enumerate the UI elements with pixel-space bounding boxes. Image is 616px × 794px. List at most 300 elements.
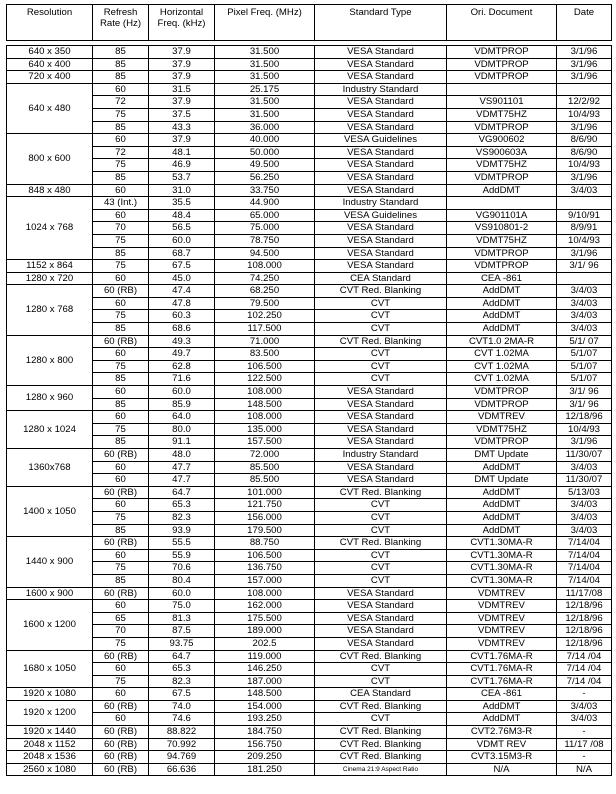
standard-type-cell: CVT [315,323,447,336]
horizontal-freq-cell: 47.4 [149,285,215,298]
refresh-rate-cell: 60 (RB) [93,537,149,550]
standard-type-cell: CVT Red. Blanking [315,650,447,663]
ori-document-cell: CVT1.30MA-R [447,549,557,562]
table-row [7,323,612,336]
refresh-rate-cell: 75 [93,675,149,688]
refresh-rate-cell: 70 [93,222,149,235]
standard-type-cell: CVT Red. Blanking [315,726,447,739]
standard-type-cell: VESA Standard [315,146,447,159]
standard-type-cell: CVT [315,524,447,537]
pixel-freq-cell: 106.500 [215,549,315,562]
horizontal-freq-cell: 94.769 [149,751,215,764]
horizontal-freq-cell: 45.0 [149,272,215,285]
date-cell: 3/1/96 [557,71,612,84]
pixel-freq-cell: 175.500 [215,612,315,625]
pixel-freq-cell: 108.000 [215,260,315,273]
pixel-freq-cell: 65.000 [215,209,315,222]
ori-document-cell: VDMTPROP [447,386,557,399]
table-row [7,537,612,550]
horizontal-freq-cell: 48.4 [149,209,215,222]
ori-document-cell: CEA -861 [447,272,557,285]
date-cell: 3/4/03 [557,323,612,336]
ori-document-cell: AddDMT [447,700,557,713]
ori-document-cell: AddDMT [447,310,557,323]
pixel-freq-cell: 79.500 [215,297,315,310]
date-cell: 5/13/03 [557,486,612,499]
standard-type-cell: VESA Standard [315,260,447,273]
standard-type-cell: CVT [315,297,447,310]
table-row [7,499,612,512]
refresh-rate-cell: 60 [93,83,149,96]
ori-document-cell: AddDMT [447,499,557,512]
horizontal-freq-cell: 55.9 [149,549,215,562]
table-row [7,83,612,96]
ori-document-cell: CVT1.0 2MA-R [447,335,557,348]
date-cell: 3/1/96 [557,121,612,134]
table-row [7,436,612,449]
horizontal-freq-cell: 48.1 [149,146,215,159]
horizontal-freq-cell: 31.0 [149,184,215,197]
date-cell: 12/18/96 [557,612,612,625]
refresh-rate-cell: 60 (RB) [93,751,149,764]
resolution-cell: 1280 x 960 [7,386,93,411]
table-row [7,108,612,121]
standard-type-cell: Industry Standard [315,449,447,462]
horizontal-freq-cell: 87.5 [149,625,215,638]
ori-document-cell: DMT Update [447,474,557,487]
date-cell: 3/4/03 [557,461,612,474]
standard-type-cell: VESA Standard [315,386,447,399]
pixel-freq-cell: 181.250 [215,763,315,776]
horizontal-freq-cell: 65.3 [149,663,215,676]
pixel-freq-cell: 187.000 [215,675,315,688]
pixel-freq-cell: 209.250 [215,751,315,764]
standard-type-cell: VESA Standard [315,423,447,436]
horizontal-freq-cell: 47.8 [149,297,215,310]
horizontal-freq-cell: 37.5 [149,108,215,121]
date-cell: 5/1/07 [557,373,612,386]
ori-document-cell [447,197,557,210]
standard-type-cell: CVT [315,373,447,386]
date-cell: 8/6/90 [557,146,612,159]
standard-type-cell: VESA Standard [315,398,447,411]
table-row [7,46,612,59]
standard-type-cell: CVT Red. Blanking [315,751,447,764]
header-refresh-rate: Refresh Rate (Hz) [93,5,149,41]
ori-document-cell: VS900603A [447,146,557,159]
date-cell: 12/18/96 [557,411,612,424]
standard-type-cell: VESA Standard [315,637,447,650]
date-cell: 8/9/91 [557,222,612,235]
ori-document-cell: VDMTPROP [447,247,557,260]
ori-document-cell: VDMT75HZ [447,423,557,436]
standard-type-cell: CVT Red. Blanking [315,335,447,348]
date-cell: 12/18/96 [557,637,612,650]
date-cell: 10/4/93 [557,159,612,172]
refresh-rate-cell: 60 [93,297,149,310]
date-cell: 11/30/07 [557,474,612,487]
standard-type-cell: CVT Red. Blanking [315,700,447,713]
ori-document-cell: AddDMT [447,461,557,474]
standard-type-cell: VESA Standard [315,436,447,449]
horizontal-freq-cell: 37.9 [149,58,215,71]
table-row [7,726,612,739]
date-cell [557,83,612,96]
refresh-rate-cell: 75 [93,637,149,650]
table-header [7,5,612,41]
horizontal-freq-cell: 65.3 [149,499,215,512]
horizontal-freq-cell: 82.3 [149,511,215,524]
refresh-rate-cell: 85 [93,247,149,260]
resolution-cell: 1024 x 768 [7,197,93,260]
ori-document-cell: N/A [447,763,557,776]
ori-document-cell: VDMTREV [447,612,557,625]
pixel-freq-cell: 184.750 [215,726,315,739]
ori-document-cell: AddDMT [447,184,557,197]
pixel-freq-cell: 101.000 [215,486,315,499]
ori-document-cell: VDMT75HZ [447,159,557,172]
table-row [7,449,612,462]
refresh-rate-cell: 75 [93,423,149,436]
pixel-freq-cell: 72.000 [215,449,315,462]
standard-type-cell: CVT [315,348,447,361]
table-row [7,348,612,361]
resolution-cell: 848 x 480 [7,184,93,197]
table-row [7,159,612,172]
refresh-rate-cell: 60 [93,348,149,361]
pixel-freq-cell: 117.500 [215,323,315,336]
resolution-cell: 1280 x 720 [7,272,93,285]
horizontal-freq-cell: 85.9 [149,398,215,411]
refresh-rate-cell: 60 [93,499,149,512]
horizontal-freq-cell: 53.7 [149,171,215,184]
refresh-rate-cell: 65 [93,612,149,625]
date-cell: 3/4/03 [557,310,612,323]
horizontal-freq-cell: 80.0 [149,423,215,436]
standard-type-cell: CVT [315,511,447,524]
refresh-rate-cell: 60 [93,461,149,474]
pixel-freq-cell: 135.000 [215,423,315,436]
table-row [7,373,612,386]
date-cell: 7/14/04 [557,549,612,562]
pixel-freq-cell: 85.500 [215,474,315,487]
refresh-rate-cell: 75 [93,562,149,575]
standard-type-cell: Cinema 21:9 Aspect Ratio [315,763,447,776]
refresh-rate-cell: 60 [93,549,149,562]
horizontal-freq-cell: 71.6 [149,373,215,386]
standard-type-cell: VESA Standard [315,222,447,235]
table-row [7,71,612,84]
table-row [7,222,612,235]
pixel-freq-cell: 78.750 [215,234,315,247]
resolution-cell: 2048 x 1536 [7,751,93,764]
standard-type-cell: VESA Guidelines [315,209,447,222]
refresh-rate-cell: 72 [93,146,149,159]
refresh-rate-cell: 60 (RB) [93,650,149,663]
table-row [7,297,612,310]
table-row [7,663,612,676]
resolution-cell: 1360x768 [7,449,93,487]
date-cell: 3/1/ 96 [557,398,612,411]
resolution-cell: 1680 x 1050 [7,650,93,688]
table-row [7,260,612,273]
refresh-rate-cell: 85 [93,373,149,386]
resolution-cell: 1920 x 1440 [7,726,93,739]
standard-type-cell: VESA Standard [315,474,447,487]
resolution-cell: 640 x 400 [7,58,93,71]
table-row [7,700,612,713]
refresh-rate-cell: 85 [93,58,149,71]
date-cell: 7/14/04 [557,562,612,575]
table-row [7,134,612,147]
date-cell: 3/4/03 [557,713,612,726]
table-row [7,285,612,298]
pixel-freq-cell: 189.000 [215,625,315,638]
ori-document-cell: VDMTREV [447,625,557,638]
ori-document-cell: VDMTPROP [447,436,557,449]
refresh-rate-cell: 60 (RB) [93,738,149,751]
standard-type-cell: VESA Standard [315,108,447,121]
resolution-cell: 1280 x 768 [7,285,93,335]
table-row [7,574,612,587]
horizontal-freq-cell: 82.3 [149,675,215,688]
refresh-rate-cell: 60 [93,600,149,613]
pixel-freq-cell: 83.500 [215,348,315,361]
refresh-rate-cell: 60 [93,688,149,701]
refresh-rate-cell: 85 [93,436,149,449]
standard-type-cell: VESA Standard [315,461,447,474]
horizontal-freq-cell: 62.8 [149,360,215,373]
resolution-cell: 1280 x 1024 [7,411,93,449]
refresh-rate-cell: 60 [93,134,149,147]
date-cell: 11/17 /08 [557,738,612,751]
date-cell: - [557,726,612,739]
pixel-freq-cell: 157.500 [215,436,315,449]
standard-type-cell: Industry Standard [315,83,447,96]
standard-type-cell: CVT [315,549,447,562]
date-cell: 3/1/ 96 [557,260,612,273]
header-date: Date [557,5,612,41]
standard-type-cell: VESA Guidelines [315,134,447,147]
table-row [7,171,612,184]
horizontal-freq-cell: 37.9 [149,71,215,84]
ori-document-cell: AddDMT [447,511,557,524]
ori-document-cell: VDMT REV [447,738,557,751]
ori-document-cell: VDMTPROP [447,398,557,411]
table-row [7,386,612,399]
refresh-rate-cell: 60 [93,386,149,399]
table-row [7,650,612,663]
table-row [7,461,612,474]
pixel-freq-cell: 148.500 [215,398,315,411]
standard-type-cell: CVT [315,675,447,688]
standard-type-cell: CVT [315,574,447,587]
resolution-cell: 640 x 480 [7,83,93,133]
ori-document-cell: CVT1.30MA-R [447,574,557,587]
resolution-cell: 1920 x 1200 [7,700,93,725]
pixel-freq-cell: 50.000 [215,146,315,159]
refresh-rate-cell: 43 (Int.) [93,197,149,210]
standard-type-cell: VESA Standard [315,600,447,613]
refresh-rate-cell: 60 [93,209,149,222]
table-row [7,360,612,373]
horizontal-freq-cell: 67.5 [149,688,215,701]
header-pixel-freq: Pixel Freq. (MHz) [215,5,315,41]
table-row [7,625,612,638]
refresh-rate-cell: 75 [93,260,149,273]
date-cell: 7/14/04 [557,574,612,587]
ori-document-cell: CVT1.76MA-R [447,675,557,688]
date-cell: 10/4/93 [557,423,612,436]
standard-type-cell: VESA Standard [315,411,447,424]
ori-document-cell: CVT 1.02MA [447,373,557,386]
header-resolution: Resolution [7,5,93,41]
standard-type-cell: CVT [315,310,447,323]
resolution-cell: 640 x 350 [7,46,93,59]
refresh-rate-cell: 72 [93,96,149,109]
horizontal-freq-cell: 67.5 [149,260,215,273]
standard-type-cell: VESA Standard [315,159,447,172]
horizontal-freq-cell: 74.6 [149,713,215,726]
ori-document-cell: VS901101 [447,96,557,109]
table-row [7,411,612,424]
horizontal-freq-cell: 80.4 [149,574,215,587]
standard-type-cell: CEA Standard [315,272,447,285]
standard-type-cell: VESA Standard [315,171,447,184]
refresh-rate-cell: 60 (RB) [93,449,149,462]
ori-document-cell: CVT1.30MA-R [447,537,557,550]
standard-type-cell: CVT [315,713,447,726]
refresh-rate-cell: 60 (RB) [93,486,149,499]
horizontal-freq-cell: 35.5 [149,197,215,210]
table-row [7,96,612,109]
ori-document-cell: DMT Update [447,449,557,462]
pixel-freq-cell: 148.500 [215,688,315,701]
ori-document-cell: VDMTPROP [447,121,557,134]
horizontal-freq-cell: 68.6 [149,323,215,336]
pixel-freq-cell: 121.750 [215,499,315,512]
standard-type-cell: Industry Standard [315,197,447,210]
date-cell: 9/10/91 [557,209,612,222]
ori-document-cell: VDMTPROP [447,58,557,71]
header-horizontal-freq: Horizontal Freq. (kHz) [149,5,215,41]
date-cell: 11/17/08 [557,587,612,600]
horizontal-freq-cell: 47.7 [149,461,215,474]
horizontal-freq-cell: 49.3 [149,335,215,348]
table-row [7,58,612,71]
pixel-freq-cell: 193.250 [215,713,315,726]
horizontal-freq-cell: 75.0 [149,600,215,613]
horizontal-freq-cell: 64.7 [149,650,215,663]
ori-document-cell: VDMTREV [447,637,557,650]
table-row [7,335,612,348]
refresh-rate-cell: 60 [93,411,149,424]
date-cell [557,272,612,285]
pixel-freq-cell: 146.250 [215,663,315,676]
refresh-rate-cell: 75 [93,511,149,524]
ori-document-cell: CVT1.76MA-R [447,663,557,676]
date-cell: 5/1/ 07 [557,335,612,348]
table-row [7,184,612,197]
pixel-freq-cell: 108.000 [215,386,315,399]
ori-document-cell: CVT 1.02MA [447,360,557,373]
date-cell: 3/1/96 [557,247,612,260]
table-row [7,587,612,600]
table-row [7,738,612,751]
table-row [7,751,612,764]
date-cell: - [557,751,612,764]
standard-type-cell: CVT [315,360,447,373]
standard-type-cell: VESA Standard [315,121,447,134]
date-cell: - [557,688,612,701]
table-body [7,41,612,776]
ori-document-cell: VDMTPROP [447,71,557,84]
pixel-freq-cell: 31.500 [215,58,315,71]
date-cell: 3/4/03 [557,524,612,537]
pixel-freq-cell: 74.250 [215,272,315,285]
horizontal-freq-cell: 49.7 [149,348,215,361]
standard-type-cell: VESA Standard [315,96,447,109]
table-row [7,197,612,210]
pixel-freq-cell: 94.500 [215,247,315,260]
table-row [7,474,612,487]
date-cell: 11/30/07 [557,449,612,462]
ori-document-cell: AddDMT [447,323,557,336]
refresh-rate-cell: 85 [93,71,149,84]
pixel-freq-cell: 108.000 [215,411,315,424]
refresh-rate-cell: 85 [93,171,149,184]
ori-document-cell: CVT 1.02MA [447,348,557,361]
table-row [7,234,612,247]
standard-type-cell: VESA Standard [315,234,447,247]
standard-type-cell: CVT [315,562,447,575]
pixel-freq-cell: 25.175 [215,83,315,96]
header-standard-type: Standard Type [315,5,447,41]
resolution-cell: 1600 x 900 [7,587,93,600]
refresh-rate-cell: 85 [93,46,149,59]
pixel-freq-cell: 119.000 [215,650,315,663]
ori-document-cell: VDMTPROP [447,46,557,59]
ori-document-cell: VG901101A [447,209,557,222]
date-cell: 12/18/96 [557,625,612,638]
horizontal-freq-cell: 64.7 [149,486,215,499]
horizontal-freq-cell: 46.9 [149,159,215,172]
table-row [7,600,612,613]
refresh-rate-cell: 60 (RB) [93,335,149,348]
standard-type-cell: VESA Standard [315,247,447,260]
table-row [7,713,612,726]
standard-type-cell: VESA Standard [315,46,447,59]
date-cell: 3/1/ 96 [557,386,612,399]
refresh-rate-cell: 85 [93,121,149,134]
horizontal-freq-cell: 48.0 [149,449,215,462]
horizontal-freq-cell: 74.0 [149,700,215,713]
refresh-rate-cell: 85 [93,398,149,411]
pixel-freq-cell: 71.000 [215,335,315,348]
ori-document-cell: VG900602 [447,134,557,147]
table-row [7,247,612,260]
horizontal-freq-cell: 56.5 [149,222,215,235]
standard-type-cell: CVT [315,499,447,512]
horizontal-freq-cell: 81.3 [149,612,215,625]
pixel-freq-cell: 122.500 [215,373,315,386]
refresh-rate-cell: 60 [93,713,149,726]
ori-document-cell: VDMT75HZ [447,108,557,121]
standard-type-cell: VESA Standard [315,587,447,600]
date-cell: 7/14/04 [557,537,612,550]
horizontal-freq-cell: 43.3 [149,121,215,134]
date-cell: 12/2/92 [557,96,612,109]
